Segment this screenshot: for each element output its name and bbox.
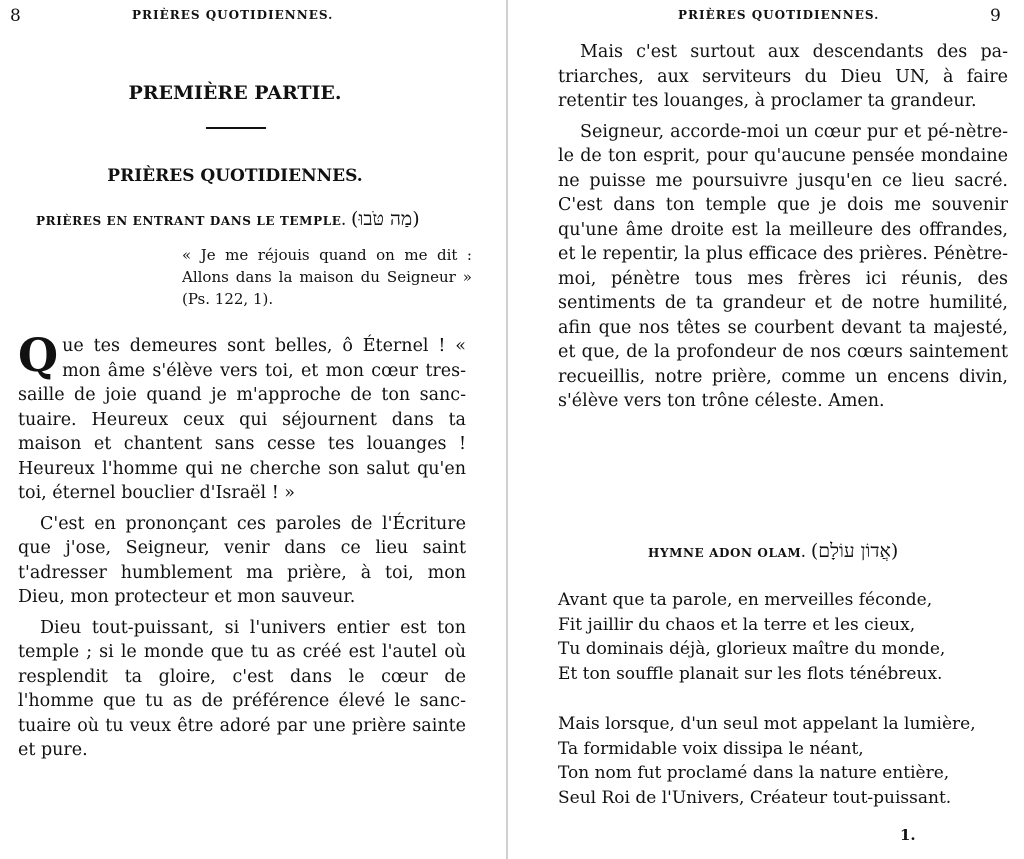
verse-line: Ta formidable voix dissipa le néant, [558,738,864,759]
paragraph [18,328,466,506]
running-head: PRIÈRES QUOTIDIENNES. [678,8,880,22]
verse-line: Ton nom fut proclamé dans la nature entière, [558,763,950,783]
left-body [18,328,466,769]
verse-line: Et ton souffle planait sur les flots ténébreux. [558,663,943,684]
paragraph: C'est en prononçant ces paroles de l'Écriture que j'ose, Seigneur, venir dans ce lieu saint t'adresser humblement ma prière, à toi, mon Dieu, mon protecteur et mon sauveur. [18,513,466,607]
verse-line: Mais lorsque, d'un seul mot appelant la lumière, [558,714,976,734]
subsection-heading [36,208,420,231]
subsection-title: PRIÈRES EN ENTRANT DANS LE TEMPLE. [36,214,347,228]
verse-line: Fit jaillir du chaos et la terre et les cieux, [558,614,916,635]
page-number: 9 [990,6,1001,26]
paragraph: Seigneur, accorde-moi un cœur pur et pé-nètre-le de ton esprit, pour qu'aucune pensée mondaine ne puisse me poursuivre jusqu'en ce lieu sacré. C'est dans ton temple que je dois me souvenir qu'une âme droite est la meilleure des offrandes, et le repentir, la plus efficace des prières. Pénètre-moi, pénètre tous mes frères ici réunis, des sentiments de ta grandeur et de notre humilité, afin que nos têtes se courbent devant ta majesté, et que, de la profondeur de nos cœurs saintement recueillis, notre prière, comme un encens divin, s'élève vers ton trône céleste. Amen. [558,121,1008,411]
right-body [558,40,1008,420]
epigraph: « Je me réjouis quand on me dit : Allons dans la maison du Seigneur » (Ps. 122, 1). [182,246,472,308]
title-rule [206,127,266,129]
part-title: PREMIÈRE PARTIE. [128,82,342,104]
drop-cap: Q [18,328,59,382]
section-title: PRIÈRES QUOTIDIENNES. [107,166,363,186]
hymn-heading [648,540,898,563]
verse-line: Seul Roi de l'Univers, Créateur tout-puissant. [558,787,952,808]
hymn-title: HYMNE ADON OLAM. [648,546,807,560]
stanza-2 [558,712,976,810]
stanza-1 [558,588,945,686]
paragraph: Mais c'est surtout aux descendants des pa-triarches, aux serviteurs du Dieu UN, à faire retentir tes louanges, à proclamer ta grandeur. [558,42,1008,111]
signature-mark: 1. [900,826,916,844]
verse-line: Avant que ta parole, en merveilles féconde, [558,590,933,610]
page-number: 8 [10,6,21,26]
hebrew-title: (אֲדוֹן עוֹלָם) [810,540,899,562]
paragraph: Dieu tout-puissant, si l'univers entier est ton temple ; si le monde que tu as créé est l'autel où resplendit ta gloire, c'est dans le cœur de l'homme que tu as de préférence élevé le sanc-tuaire où tu veux être adoré par une prière sainte et pure. [18,617,466,760]
verse-line: Tu dominais déjà, glorieux maître du monde, [558,639,946,659]
left-page [0,0,506,859]
paragraph-text: ue tes demeures sont belles, ô Éternel ! « mon âme s'élève vers toi, et mon cœur tres-saille de joie quand je m'approche de ton sanc-tuaire. Heureux ceux qui séjournent dans ta maison et chantent sans cesse tes louanges ! Heureux l'homme qui ne cherche son salut qu'en toi, éternel bouclier d'Israël ! » [18,336,466,503]
running-head: PRIÈRES QUOTIDIENNES. [132,8,334,22]
hebrew-title: (מַה טֹּבוּ) [351,208,420,230]
